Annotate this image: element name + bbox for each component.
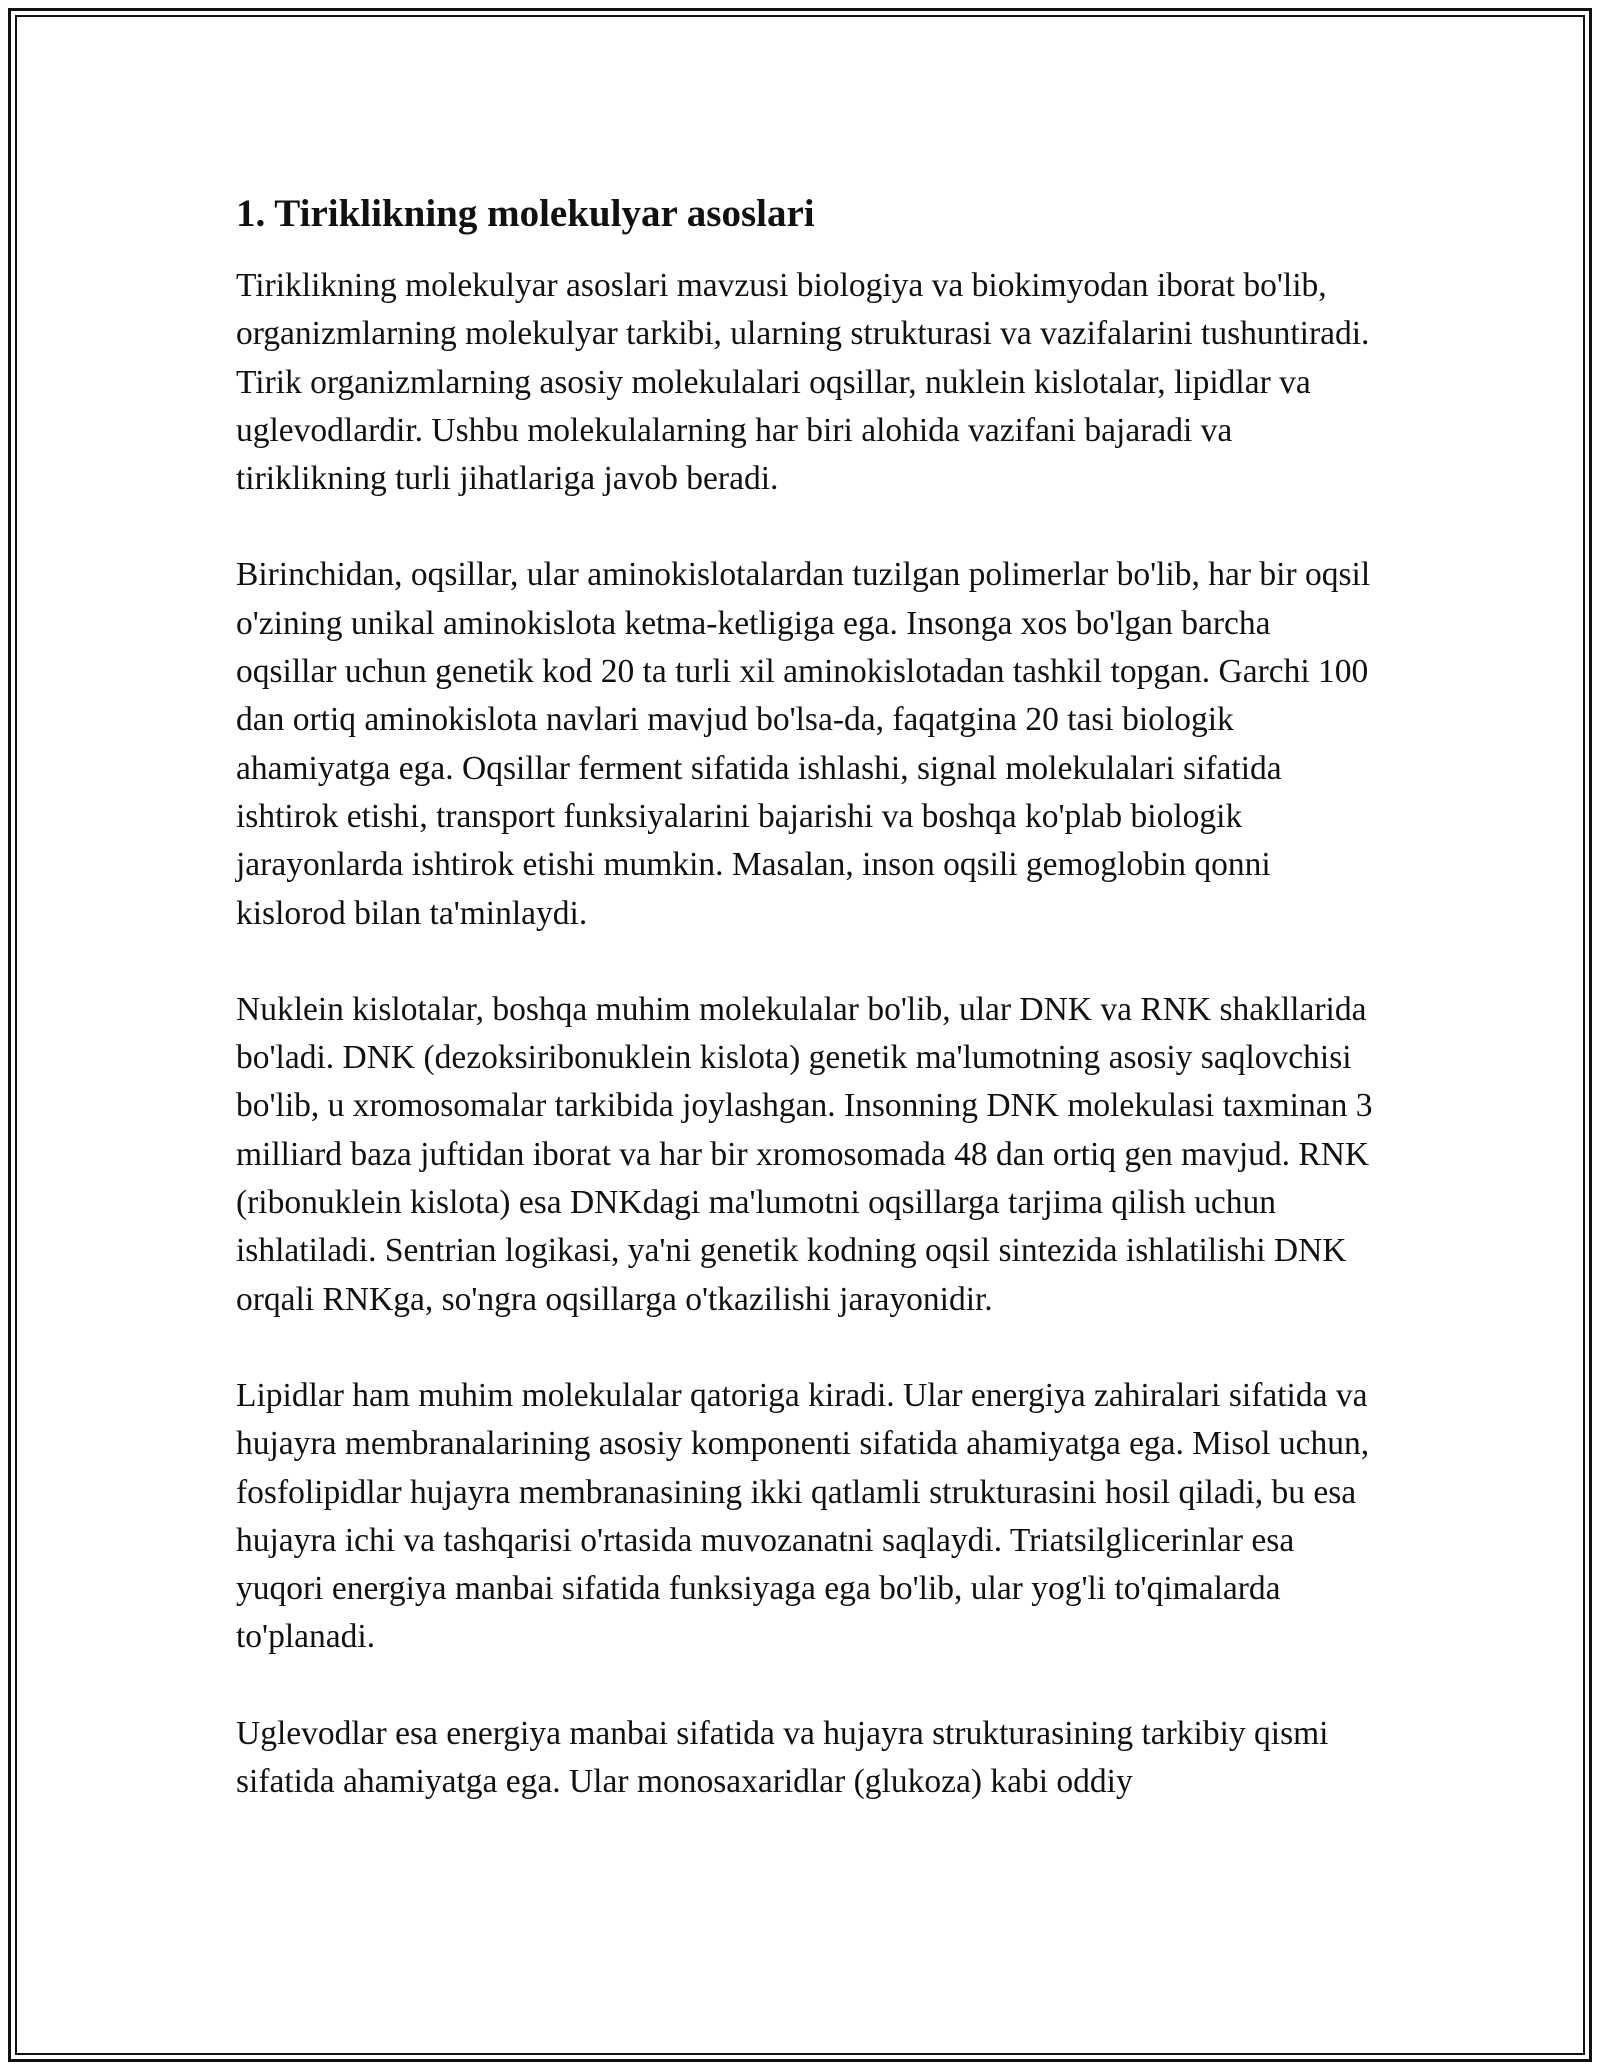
section-heading: 1. Tiriklikning molekulyar asoslari — [236, 192, 815, 235]
paragraph-lipids: Lipidlar ham muhim molekulalar qatoriga kiradi. Ular energiya zahiralari sifatida va hujayra membranalarining asosiy komponenti sifatida ahamiyatga ega. Misol uchun, fosfolipidlar hujayra membranasining ikki qatlamli strukturasini hosil qiladi, bu esa hujayra ichi va tashqarisi o'rtasida muvozanatni saqlaydi. Triatsilglicerinlar esa yuqori energiya manbai sifatida funksiyaga ega bo'lib, ular yog'li to'qimalarda to'planadi. — [236, 1376, 1370, 1656]
paragraph-intro: Tiriklikning molekulyar asoslari mavzusi biologiya va biokimyodan iborat bo'lib, organizmlarning molekulyar tarkibi, ularning strukturasi va vazifalarini tushuntiradi. Tirik organizmlarning asosiy molekulalari oqsillar, nuklein kislotalar, lipidlar va uglevodlardir. Ushbu molekulalarning har biri alohida vazifani bajaradi va tiriklikning turli jihatlariga javob beradi. — [236, 267, 1370, 498]
paragraph-nucleic-acids: Nuklein kislotalar, boshqa muhim molekulalar bo'lib, ular DNK va RNK shakllarida bo'ladi. DNK (dezoksiribonuklein kislota) genetik ma'lumotning asosiy saqlovchisi bo'lib, u xromosomalar tarkibida joylashgan. Insonning DNK molekulasi taxminan 3 milliard baza juftidan iborat va har bir xromosomada 48 dan ortiq gen mavjud. RNK (ribonuklein kislota) esa DNKdagi ma'lumotni oqsillarga tarjima qilish uchun ishlatiladi. Sentrian logikasi, ya'ni genetik kodning oqsil sintezida ishlatilishi DNK orqali RNKga, so'ngra oqsillarga o'tkazilishi jarayonidir. — [236, 990, 1373, 1318]
paragraph-proteins: Birinchidan, oqsillar, ular aminokislotalardan tuzilgan polimerlar bo'lib, har bir oqsil o'zining unikal aminokislota ketma-ketligiga ega. Insonga xos bo'lgan barcha oqsillar uchun genetik kod 20 ta turli xil aminokislotadan tashkil topgan. Garchi 100 dan ortiq aminokislota navlari mavjud bo'lsa-da, faqatgina 20 tasi biologik ahamiyatga ega. Oqsillar ferment sifatida ishlashi, signal molekulalari sifatida ishtirok etishi, transport funksiyalarini bajarishi va boshqa ko'plab biologik jarayonlarda ishtirok etishi mumkin. Masalan, inson oqsili gemoglobin qonni kislorod bilan ta'minlaydi. — [236, 556, 1371, 932]
paragraph-carbohydrates: Uglevodlar esa energiya manbai sifatida va hujayra strukturasining tarkibiy qismi sifatida ahamiyatga ega. Ular monosaxaridlar (glukoza) kabi oddiy — [236, 1714, 1329, 1801]
document-body — [236, 186, 1376, 1854]
